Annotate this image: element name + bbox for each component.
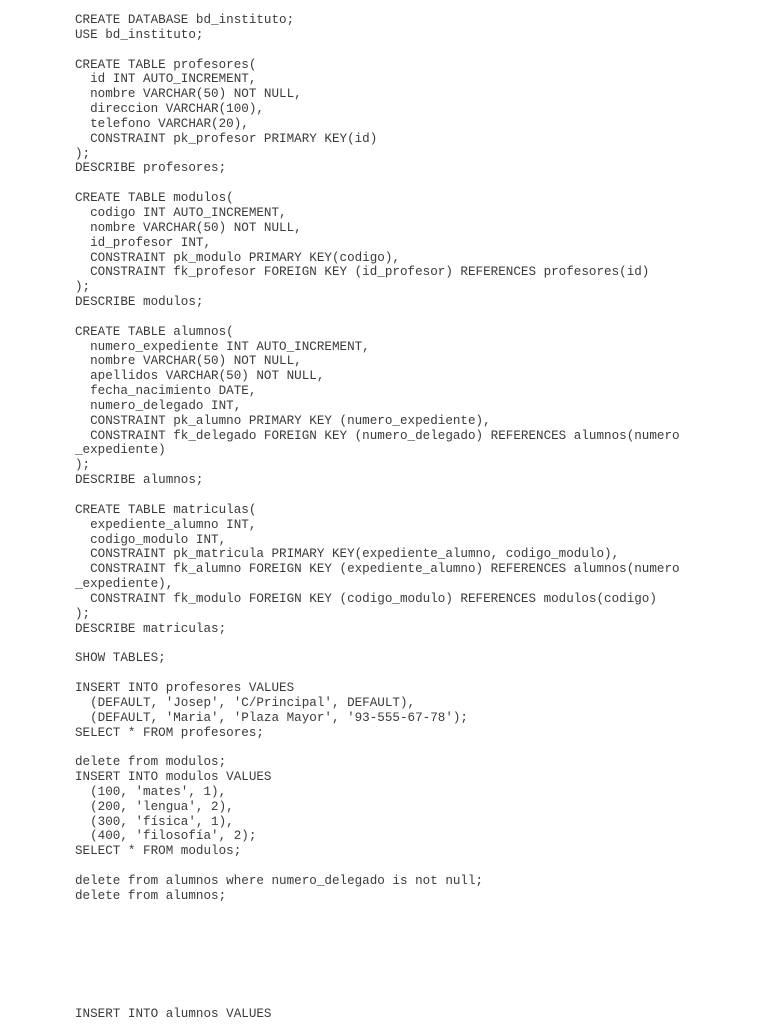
code-line: CONSTRAINT pk_modulo PRIMARY KEY(codigo), [75,250,400,265]
code-line-insert-alumnos: INSERT INTO alumnos VALUES [75,1007,272,1021]
code-line: (DEFAULT, 'Maria', 'Plaza Mayor', '93-555-67-78'); [75,710,468,725]
code-line [75,666,755,681]
code-line: ); [75,458,91,473]
code-line: (DEFAULT, 'Josep', 'C/Principal', DEFAULT), [75,695,416,710]
code-line: _expediente) [75,443,166,458]
code-line: DESCRIBE matriculas; [75,621,227,636]
code-line: ); [75,146,91,161]
code-line: apellidos VARCHAR(50) NOT NULL, [75,369,325,384]
code-line: numero_delegado INT, [75,398,242,413]
sql-document [75,13,755,904]
code-line: (400, 'filosofía', 2); [75,829,257,844]
code-line: CREATE DATABASE bd_instituto; [75,13,295,27]
code-line: SELECT * FROM modulos; [75,844,242,859]
code-line: id_profesor INT, [75,235,212,250]
code-line: nombre VARCHAR(50) NOT NULL, [75,354,302,369]
code-line: nombre VARCHAR(50) NOT NULL, [75,220,302,235]
code-line: CREATE TABLE alumnos( [75,324,234,339]
code-line: CREATE TABLE modulos( [75,191,234,206]
code-line: delete from alumnos; [75,888,227,903]
code-line: (300, 'física', 1), [75,814,234,829]
code-line: telefono VARCHAR(20), [75,116,249,131]
code-line: codigo_modulo INT, [75,532,227,547]
code-line: numero_expediente INT AUTO_INCREMENT, [75,339,370,354]
code-line: fecha_nacimiento DATE, [75,384,257,399]
code-line [75,176,755,191]
code-line: _expediente), [75,577,174,592]
code-line: CONSTRAINT fk_alumno FOREIGN KEY (expediente_alumno) REFERENCES alumnos(numero [75,562,680,577]
code-line: DESCRIBE alumnos; [75,473,204,488]
code-line: CONSTRAINT fk_modulo FOREIGN KEY (codigo_modulo) REFERENCES modulos(codigo) [75,591,657,606]
code-line: nombre VARCHAR(50) NOT NULL, [75,87,302,102]
code-line: SELECT * FROM profesores; [75,725,264,740]
code-line: delete from alumnos where numero_delegado is not null; [75,873,484,888]
code-line: codigo INT AUTO_INCREMENT, [75,205,287,220]
code-line [75,43,755,58]
code-line: INSERT INTO modulos VALUES [75,770,272,785]
code-line: CONSTRAINT fk_delegado FOREIGN KEY (numero_delegado) REFERENCES alumnos(numero [75,428,680,443]
code-line: USE bd_instituto; [75,27,204,42]
code-line: (200, 'lengua', 2), [75,799,234,814]
code-line: direccion VARCHAR(100), [75,102,264,117]
code-line: CONSTRAINT fk_profesor FOREIGN KEY (id_profesor) REFERENCES profesores(id) [75,265,650,280]
code-line: SHOW TABLES; [75,651,166,666]
code-line: id INT AUTO_INCREMENT, [75,72,257,87]
code-line [75,859,755,874]
code-line: delete from modulos; [75,755,227,770]
code-line: CONSTRAINT pk_profesor PRIMARY KEY(id) [75,131,378,146]
code-line: CONSTRAINT pk_matricula PRIMARY KEY(expediente_alumno, codigo_modulo), [75,547,620,562]
code-line: (100, 'mates', 1), [75,784,227,799]
code-line: ); [75,280,91,295]
code-line: ); [75,606,91,621]
code-line [75,636,755,651]
code-line: CONSTRAINT pk_alumno PRIMARY KEY (numero_expediente), [75,413,491,428]
code-line [75,310,755,325]
code-line: CREATE TABLE matriculas( [75,502,257,517]
code-line: DESCRIBE modulos; [75,295,204,310]
code-line: DESCRIBE profesores; [75,161,227,176]
code-line: CREATE TABLE profesores( [75,57,257,72]
code-line [75,740,755,755]
code-line: INSERT INTO profesores VALUES [75,680,295,695]
code-line [75,488,755,503]
code-line: expediente_alumno INT, [75,517,257,532]
